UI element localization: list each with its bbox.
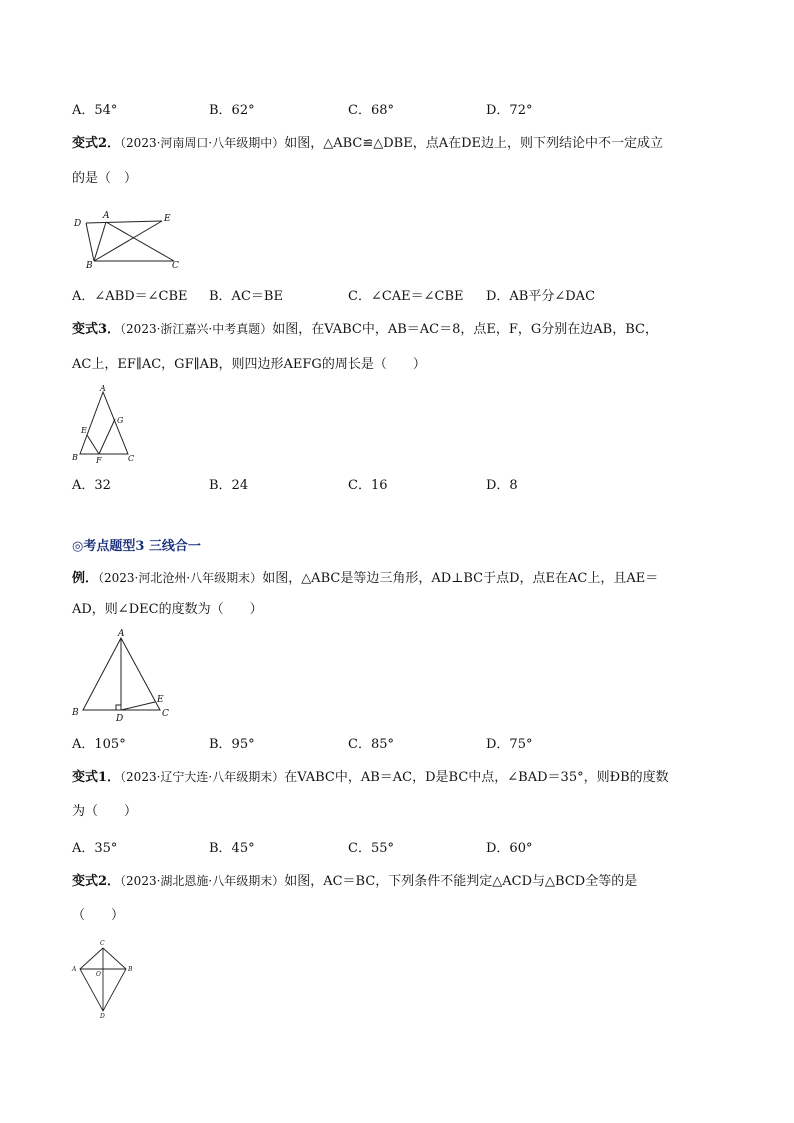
q1-text-line2: 的是（ ） xyxy=(72,171,138,186)
q1-label-d: D xyxy=(74,219,82,229)
q3-label-c: C xyxy=(162,709,169,719)
q1-option-a: A．∠ABD＝∠CBE xyxy=(72,289,188,304)
q1-label-a: A xyxy=(103,211,110,221)
q4-label: 变式1． xyxy=(72,770,121,785)
q2-stem: 如图，在VABC中，AB＝AC＝8，点E，F，G分别在边AB，BC， xyxy=(272,322,658,337)
q4-option-b: B．45° xyxy=(209,841,255,856)
q0-option-b: B．62° xyxy=(209,103,255,118)
q4-option-d: D．60° xyxy=(486,841,533,856)
q1-stem: 如图，△ABC≌△DBE，点A在DE边上，则下列结论中不一定成立 xyxy=(284,136,664,151)
q3-text-line1 xyxy=(72,569,658,588)
q3-label-b: B xyxy=(72,708,79,718)
q3-option-a: A．105° xyxy=(72,737,126,752)
q5-label-o: O xyxy=(96,971,101,978)
q2-text-line2: AC上，EF∥AC，GF∥AB，则四边形AEFG的周长是（ ） xyxy=(72,357,426,372)
q3-figure xyxy=(70,628,180,723)
q4-text-line2: 为（ ） xyxy=(72,804,138,819)
q2-source: （2023·浙江嘉兴·中考真题） xyxy=(120,322,273,336)
q2-text-line1 xyxy=(72,320,658,339)
q0-option-c: C．68° xyxy=(348,103,394,118)
q5-label-c: C xyxy=(100,940,105,947)
q3-source: （2023·河北沧州·八年级期末） xyxy=(98,571,263,585)
q2-label-a: A xyxy=(100,384,106,393)
q1-option-c: C．∠CAE＝∠CBE xyxy=(348,289,464,304)
q2-label-g: G xyxy=(117,416,124,425)
q2-option-d: D．8 xyxy=(486,478,518,493)
q1-text-line1 xyxy=(72,134,663,153)
q3-label-a: A xyxy=(118,629,125,639)
q0-option-d: D．72° xyxy=(486,103,533,118)
q0-option-a: A．54° xyxy=(72,103,118,118)
q2-label-e: E xyxy=(81,426,87,435)
q5-text-line2: （ ） xyxy=(72,908,125,923)
q2-label: 变式3． xyxy=(72,322,121,337)
q3-option-b: B．95° xyxy=(209,737,255,752)
q5-source: （2023·湖北恩施·八年级期末） xyxy=(120,874,285,888)
q2-option-c: C．16 xyxy=(348,478,388,493)
q5-label-d: D xyxy=(100,1013,105,1020)
q2-option-a: A．32 xyxy=(72,478,111,493)
q3-text-line2: AD，则∠DEC的度数为（ ） xyxy=(72,602,263,617)
q5-text-line1 xyxy=(72,872,637,891)
q2-label-b: B xyxy=(72,453,78,462)
q4-text-line1 xyxy=(72,768,669,787)
q2-label-f: F xyxy=(96,456,102,465)
q2-option-b: B．24 xyxy=(209,478,249,493)
q2-label-c: C xyxy=(128,454,135,463)
q1-label-c: C xyxy=(172,261,179,271)
q3-label-d: D xyxy=(116,714,124,724)
section-heading: ◎考点题型3 三线合一 xyxy=(72,539,201,554)
q3-option-c: C．85° xyxy=(348,737,394,752)
q4-option-c: C．55° xyxy=(348,841,394,856)
q5-label: 变式2． xyxy=(72,874,121,889)
q1-option-b: B．AC＝BE xyxy=(209,289,283,304)
q3-label: 例． xyxy=(72,571,99,586)
q5-stem: 如图，AC＝BC，下列条件不能判定△ACD与△BCD全等的是 xyxy=(284,874,638,889)
q1-label: 变式2． xyxy=(72,136,121,151)
q4-option-a: A．35° xyxy=(72,841,118,856)
q2-figure xyxy=(70,386,140,466)
q3-stem: 如图，△ABC是等边三角形，AD⊥BC于点D，点E在AC上，且AE＝ xyxy=(262,571,659,586)
q3-label-e: E xyxy=(157,695,164,705)
q1-figure xyxy=(72,210,182,270)
q1-option-d: D．AB平分∠DAC xyxy=(486,289,596,304)
q4-source: （2023·辽宁大连·八年级期末） xyxy=(120,770,285,784)
q5-label-a: A xyxy=(72,966,77,973)
q3-option-d: D．75° xyxy=(486,737,533,752)
q5-label-b: B xyxy=(128,966,133,973)
q4-stem: 在VABC中，AB＝AC，D是BC中点，∠BAD＝35°，则ÐB的度数 xyxy=(284,770,669,785)
q1-label-b: B xyxy=(86,261,93,271)
q1-source: （2023·河南周口·八年级期中） xyxy=(120,136,285,150)
q5-figure xyxy=(68,938,148,1018)
q1-label-e: E xyxy=(164,214,171,224)
